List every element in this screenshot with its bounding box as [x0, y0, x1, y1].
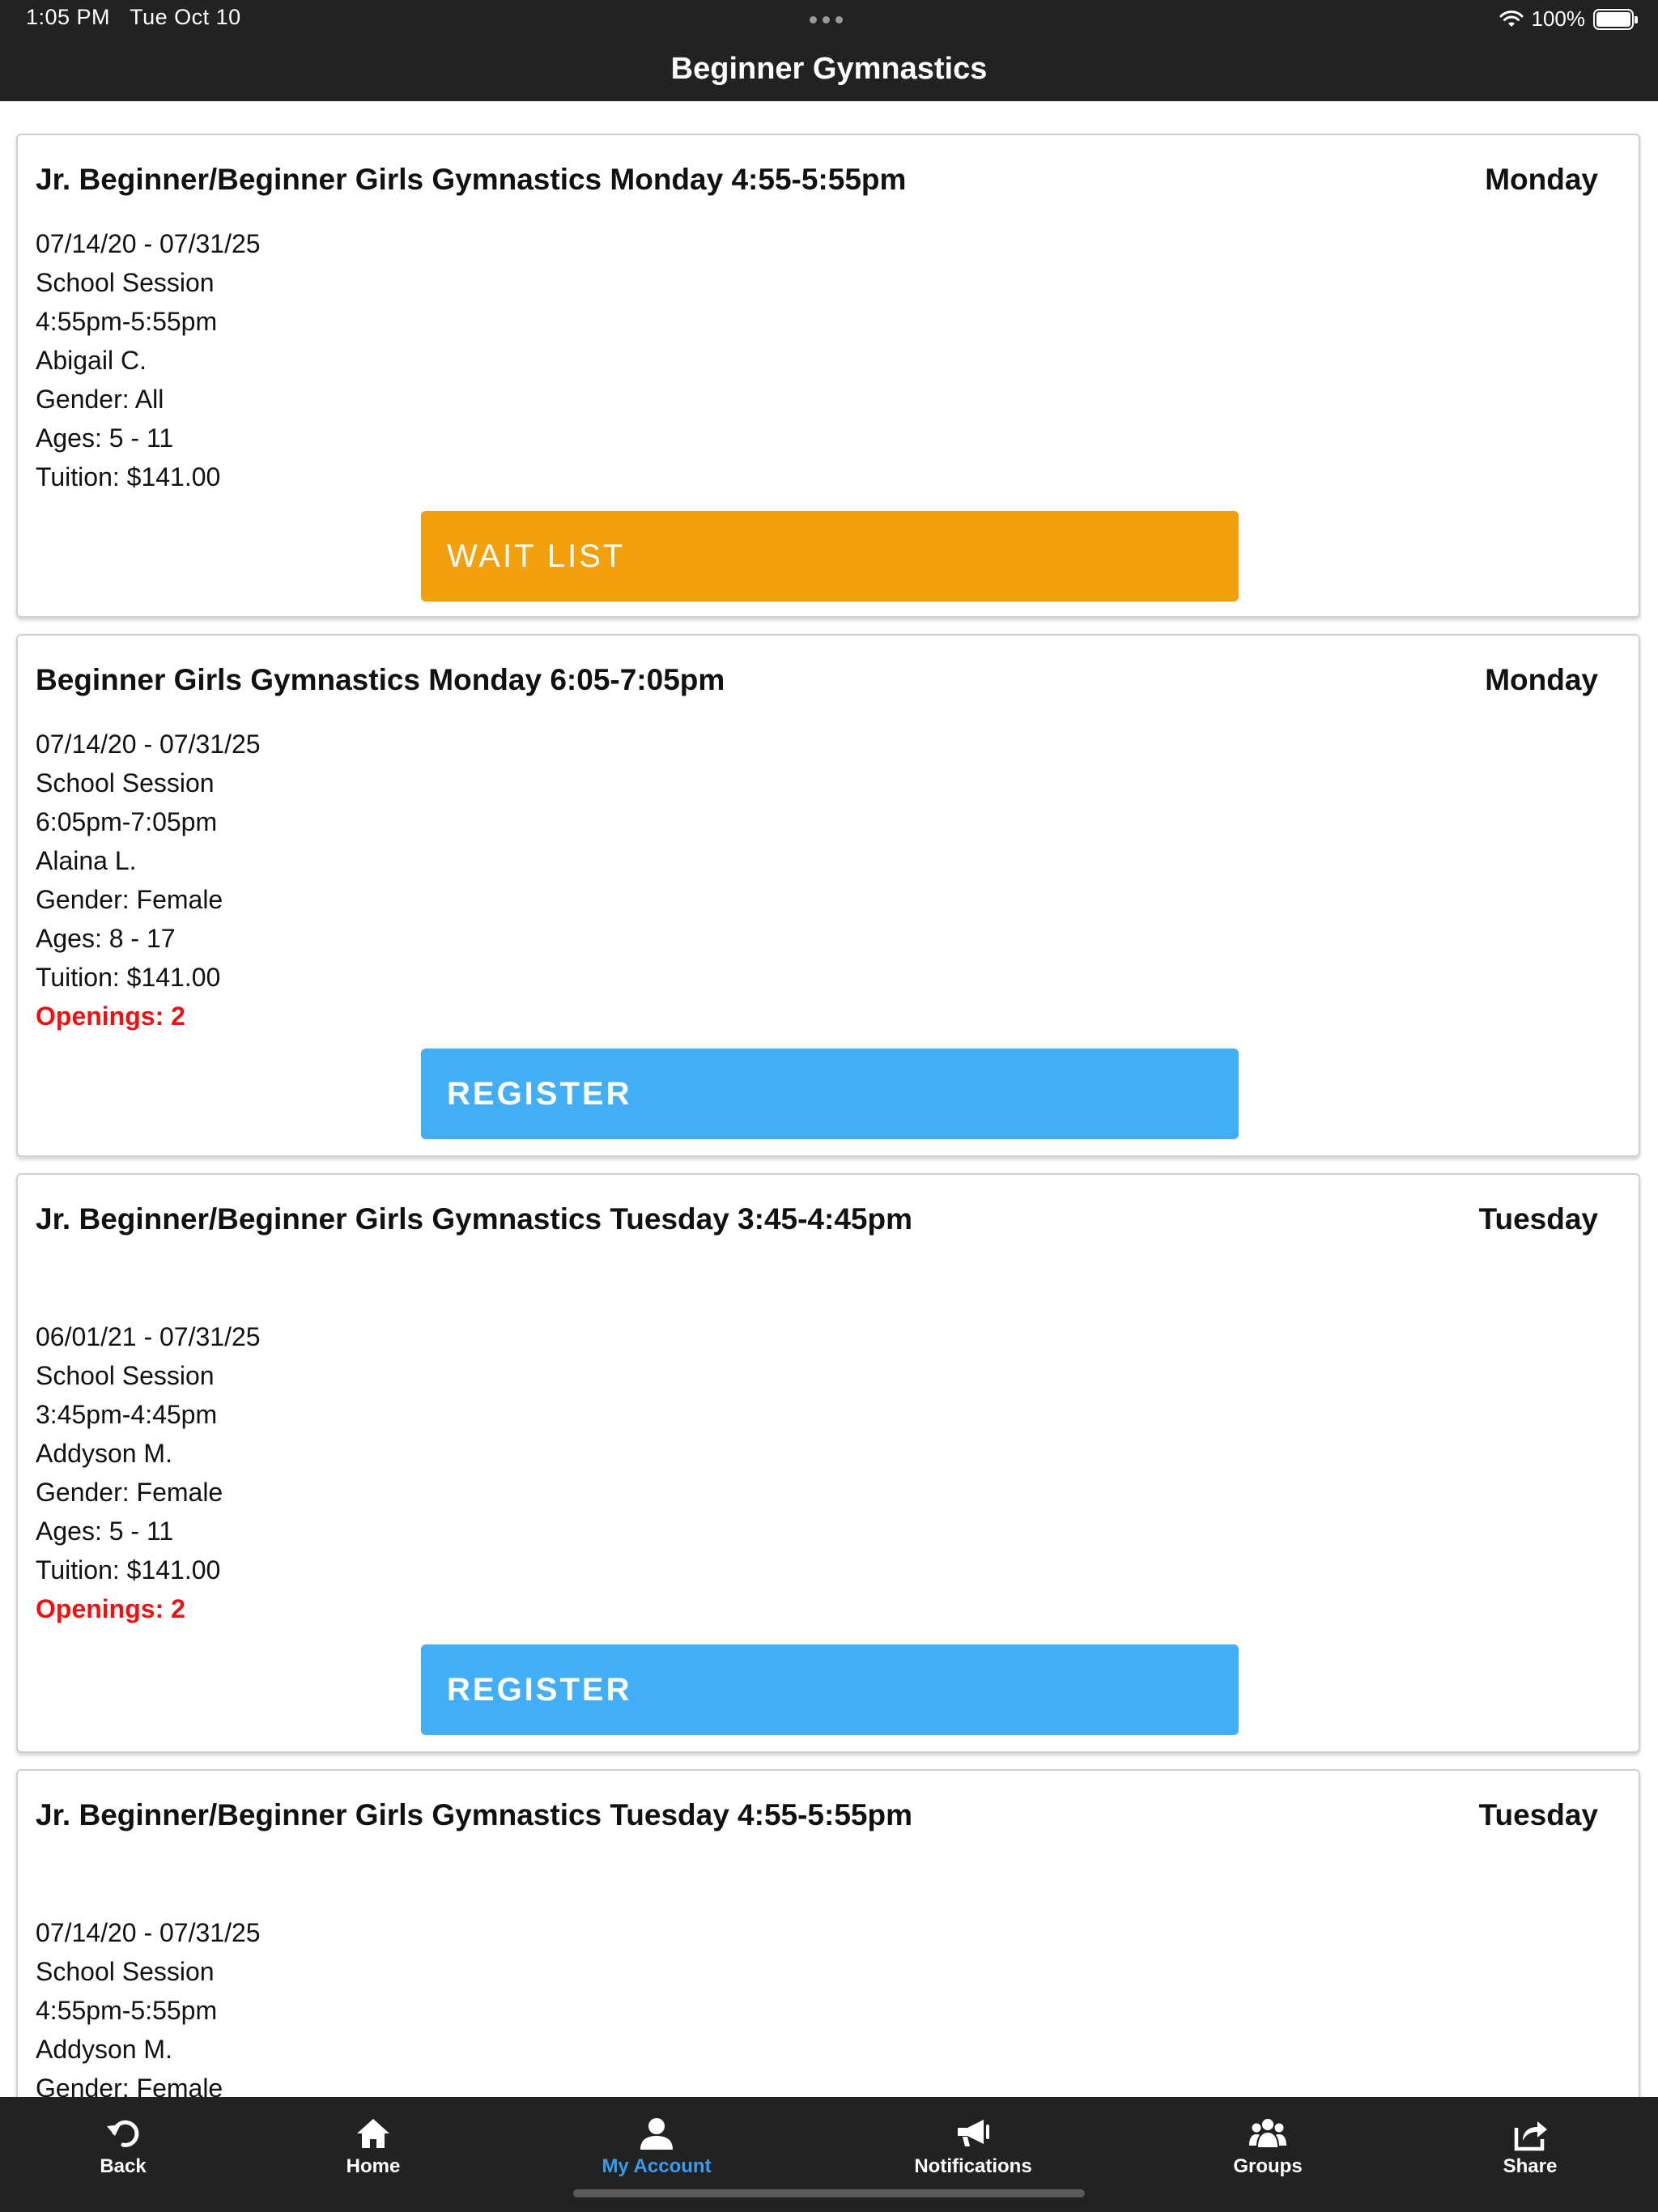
tab-my-account[interactable] — [551, 2115, 762, 2178]
class-day: Monday — [1485, 163, 1598, 196]
class-gender: Gender: Female — [36, 1478, 223, 1507]
tab-label: Back — [100, 2155, 147, 2177]
status-indicators — [1499, 6, 1635, 32]
class-day: Tuesday — [1478, 1202, 1598, 1236]
battery-icon — [1593, 9, 1634, 30]
tab-label: Share — [1503, 2155, 1558, 2177]
back-arrow-icon — [104, 2115, 142, 2152]
register-button[interactable]: REGISTER — [421, 1049, 1239, 1139]
class-tuition: Tuition: $141.00 — [36, 462, 221, 491]
class-gender: Gender: All — [36, 385, 164, 414]
user-icon — [638, 2115, 675, 2152]
class-tuition: Tuition: $141.00 — [36, 963, 221, 992]
class-session: School Session — [36, 1957, 215, 1986]
tab-home[interactable] — [268, 2115, 478, 2178]
class-instructor: Addyson M. — [36, 1439, 172, 1468]
class-card — [16, 1173, 1640, 1753]
class-instructor: Addyson M. — [36, 2035, 172, 2064]
class-gender: Gender: Female — [36, 885, 223, 914]
tab-notifications[interactable] — [868, 2115, 1078, 2178]
megaphone-icon — [954, 2115, 992, 2152]
status-time — [26, 5, 241, 30]
class-title: Jr. Beginner/Beginner Girls Gymnastics Tuesday 4:55-5:55pm — [36, 1798, 912, 1831]
class-openings: Openings: 2 — [36, 1002, 185, 1031]
home-indicator[interactable] — [573, 2189, 1085, 2197]
class-dates: 07/14/20 - 07/31/25 — [36, 1918, 261, 1947]
class-session: School Session — [36, 268, 215, 297]
wait-list-button[interactable]: WAIT LIST — [421, 511, 1239, 602]
class-time: 3:45pm-4:45pm — [36, 1400, 218, 1429]
class-day: Monday — [1485, 663, 1598, 696]
class-day: Tuesday — [1478, 1798, 1598, 1831]
class-ages: Ages: 5 - 11 — [36, 423, 174, 453]
multitasking-dots-icon[interactable] — [810, 16, 843, 23]
class-session: School Session — [36, 1361, 215, 1390]
class-title: Jr. Beginner/Beginner Girls Gymnastics Tuesday 3:45-4:45pm — [36, 1202, 912, 1236]
class-time: 4:55pm-5:55pm — [36, 307, 218, 336]
class-gender: Gender: Female — [36, 2074, 223, 2097]
class-ages: Ages: 8 - 17 — [36, 924, 176, 953]
tab-share[interactable] — [1425, 2115, 1635, 2178]
tab-label: My Account — [602, 2155, 712, 2177]
class-details — [36, 1317, 261, 1628]
tab-label: Groups — [1233, 2155, 1303, 2177]
class-time: 4:55pm-5:55pm — [36, 1996, 218, 2025]
tab-groups[interactable] — [1163, 2115, 1373, 2178]
home-icon — [355, 2115, 392, 2152]
class-time: 6:05pm-7:05pm — [36, 807, 218, 836]
class-ages: Ages: 5 - 11 — [36, 1516, 174, 1546]
class-openings: Openings: 2 — [36, 1594, 185, 1623]
class-card — [16, 134, 1640, 618]
wifi-icon — [1499, 10, 1524, 29]
class-tuition: Tuition: $141.00 — [36, 1555, 221, 1585]
class-title: Beginner Girls Gymnastics Monday 6:05-7:05pm — [36, 663, 725, 696]
class-dates: 06/01/21 - 07/31/25 — [36, 1322, 261, 1351]
page-title: Beginner Gymnastics — [670, 52, 988, 86]
class-card — [16, 1769, 1640, 2097]
class-instructor: Alaina L. — [36, 846, 137, 875]
class-dates: 07/14/20 - 07/31/25 — [36, 229, 261, 258]
class-title: Jr. Beginner/Beginner Girls Gymnastics Monday 4:55-5:55pm — [36, 163, 907, 196]
register-button[interactable]: REGISTER — [421, 1644, 1239, 1735]
share-icon — [1511, 2115, 1549, 2152]
tab-label: Home — [346, 2155, 401, 2177]
status-date: Tue Oct 10 — [130, 5, 241, 29]
status-clock: 1:05 PM — [26, 5, 111, 29]
class-details — [36, 1913, 261, 2097]
top-bar — [0, 0, 1658, 101]
class-details — [36, 725, 261, 1036]
class-instructor: Abigail C. — [36, 346, 147, 375]
battery-percent: 100% — [1531, 6, 1585, 31]
class-session: School Session — [36, 768, 215, 798]
tab-back[interactable] — [18, 2115, 228, 2178]
class-dates: 07/14/20 - 07/31/25 — [36, 730, 261, 759]
tab-label: Notifications — [914, 2155, 1032, 2177]
class-details — [36, 224, 261, 496]
class-list[interactable] — [0, 101, 1658, 2097]
class-card — [16, 634, 1640, 1157]
groups-icon — [1249, 2115, 1286, 2152]
